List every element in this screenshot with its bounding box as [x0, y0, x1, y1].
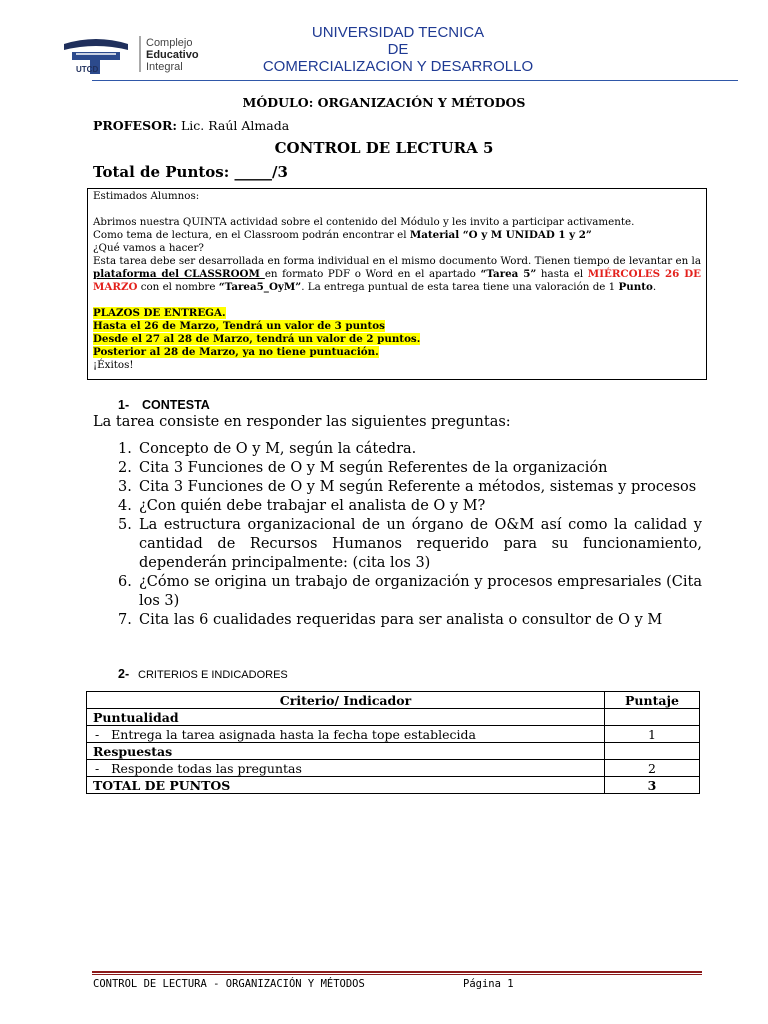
logo-line2: Educativo [146, 49, 199, 61]
notice-greeting: Estimados Alumnos: [93, 190, 200, 202]
university-line2: DE [387, 41, 409, 58]
deadlines-title: PLAZOS DE ENTREGA. [93, 307, 226, 319]
notice-closing: ¡Éxitos! [93, 359, 134, 371]
question-item: 6. ¿Cómo se origina un trabajo de organización y procesos empresariales (Cita los 3) [118, 574, 702, 609]
logo-line1: Complejo [146, 37, 193, 49]
profesor-name: Lic. Raúl Almada [177, 118, 290, 133]
section1-number: 1- [118, 398, 130, 412]
notice-p1: Abrimos nuestra QUINTA actividad sobre el contenido del Módulo y les invito a participar activamente. [93, 216, 635, 228]
question-item: 5. La estructura organizacional de un órgano de O&M así como la calidad y cantidad de Recursos Humanos requerido para su funcionamiento, dependerán principalmente: (cita los 3) [118, 517, 702, 571]
question-list [118, 440, 702, 630]
logo-line3: Integral [146, 61, 183, 73]
notice-p4: Esta tarea debe ser desarrollada en forma individual en el mismo documento Word. Tienen tiempo de levantar en la plataforma del CLASSROOM en formato PDF o Word en el apartado “Tarea 5” hasta el MIÉRCOLES 26 DE MARZO con el nombre “Tarea5_OyM”. La entrega puntual de esta tarea tiene una valoración de 1 Punto. [93, 255, 701, 293]
section2-number: 2- [118, 667, 130, 681]
university-line1: UNIVERSIDAD TECNICA [311, 24, 485, 41]
question-item: 3. Cita 3 Funciones de O y M según Referente a métodos, sistemas y procesos [118, 479, 697, 495]
deadline-2: Desde el 27 al 28 de Marzo, tendrá un valor de 2 puntos. [93, 333, 421, 345]
module-title: MÓDULO: ORGANIZACIÓN Y MÉTODOS [242, 95, 526, 110]
table-row: Respuestas [87, 743, 700, 760]
deadline-1: Hasta el 26 de Marzo, Tendrá un valor de 3 puntos [93, 320, 385, 332]
section2-title: CRITERIOS E INDICADORES [138, 669, 288, 681]
notice-p2: Como tema de lectura, en el Classroom podrán encontrar el Material “O y M UNIDAD 1 y 2” [93, 229, 592, 241]
question-item: 7. Cita las 6 cualidades requeridas para ser analista o consultor de O y M [118, 612, 663, 628]
table-row: - Entrega la tarea asignada hasta la fecha tope establecida 1 [87, 726, 700, 743]
section2-heading [118, 667, 288, 681]
question-item: 2. Cita 3 Funciones de O y M según Referentes de la organización [118, 460, 608, 476]
notice-p3: ¿Qué vamos a hacer? [93, 242, 204, 254]
table-row: - Responde todas las preguntas 2 [87, 760, 700, 777]
profesor-label: PROFESOR: [93, 118, 177, 133]
footer-divider-thin [92, 974, 702, 975]
total-points: Total de Puntos: _____/3 [93, 163, 288, 181]
section1-title: CONTESTA [142, 398, 210, 412]
table-row: Puntualidad [87, 709, 700, 726]
criteria-table [86, 691, 700, 794]
page-number: Página 1 [463, 978, 514, 990]
question-item: 1. Concepto de O y M, según la cátedra. [118, 441, 417, 457]
profesor-line [93, 118, 289, 133]
footer-title: CONTROL DE LECTURA - ORGANIZACIÓN Y MÉTODOS [93, 978, 365, 990]
logo-short-name: UTCD [76, 65, 99, 74]
deadline-3: Posterior al 28 de Marzo, ya no tiene puntuación. [93, 346, 379, 358]
section1-intro: La tarea consiste en responder las siguientes preguntas: [93, 414, 511, 430]
table-total-row: TOTAL DE PUNTOS 3 [87, 777, 700, 794]
column-header-criterio: Criterio/ Indicador [87, 692, 605, 709]
header-divider [92, 80, 738, 81]
page-title: CONTROL DE LECTURA 5 [274, 139, 494, 157]
section1-heading [118, 398, 210, 412]
footer [93, 978, 514, 990]
notice-box [87, 188, 707, 380]
table-header-row [87, 692, 700, 709]
footer-divider [92, 971, 702, 973]
university-line3: COMERCIALIZACION Y DESARROLLO [262, 58, 534, 75]
university-name [238, 24, 558, 75]
column-header-puntaje: Puntaje [605, 692, 700, 709]
question-item: 4. ¿Con quién debe trabajar el analista de O y M? [118, 498, 486, 514]
utcd-logo [62, 30, 232, 76]
